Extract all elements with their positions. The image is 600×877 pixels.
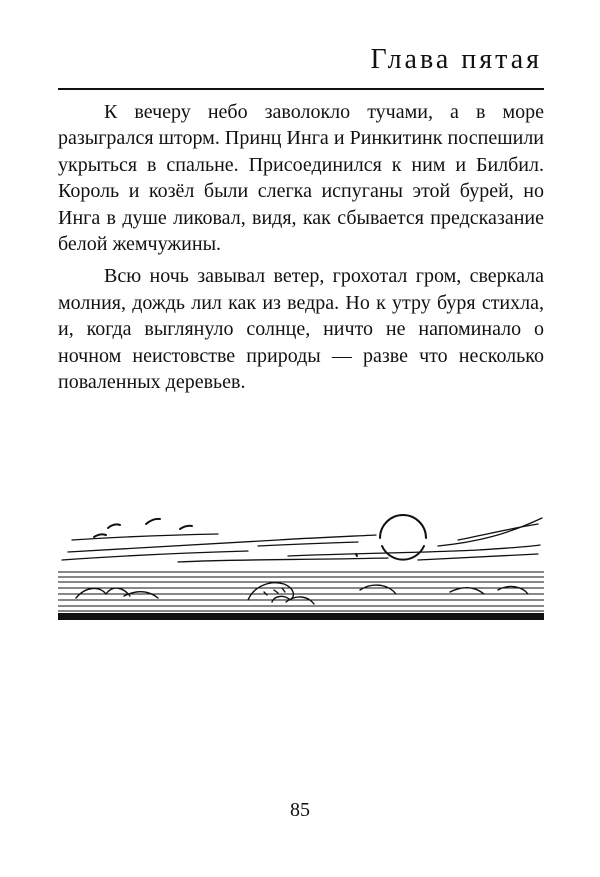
body-text <box>58 99 544 395</box>
page-number: 85 <box>290 799 310 821</box>
horizon-lines <box>58 572 544 582</box>
cloud-streaks <box>62 518 542 562</box>
sea-base <box>58 613 544 620</box>
title-rule <box>58 88 544 90</box>
waves <box>76 583 528 604</box>
paragraph-2: Всю ночь завывал ветер, грохотал гром, сверкала молния, дождь лил как из ведра. Но к утру буря стихла, и, когда выглянуло солнце, ничто не напоминало о ночном неистовстве природы — разве что несколько поваленных деревьев. <box>58 265 544 394</box>
chapter-title: Глава пятая <box>370 44 542 75</box>
water-hatching <box>58 588 544 611</box>
seascape-illustration <box>58 504 544 620</box>
paragraph-1: К вечеру небо заволокло тучами, а в море разыгрался шторм. Принц Инга и Ринкитинк поспешили укрыться в спальне. Присоединился к ним и Билбил. Король и козёл были слегка испуганы этой бурей, но Инга в душе ликовал, видя, как сбывается предсказание белой жемчужины. <box>58 101 544 256</box>
